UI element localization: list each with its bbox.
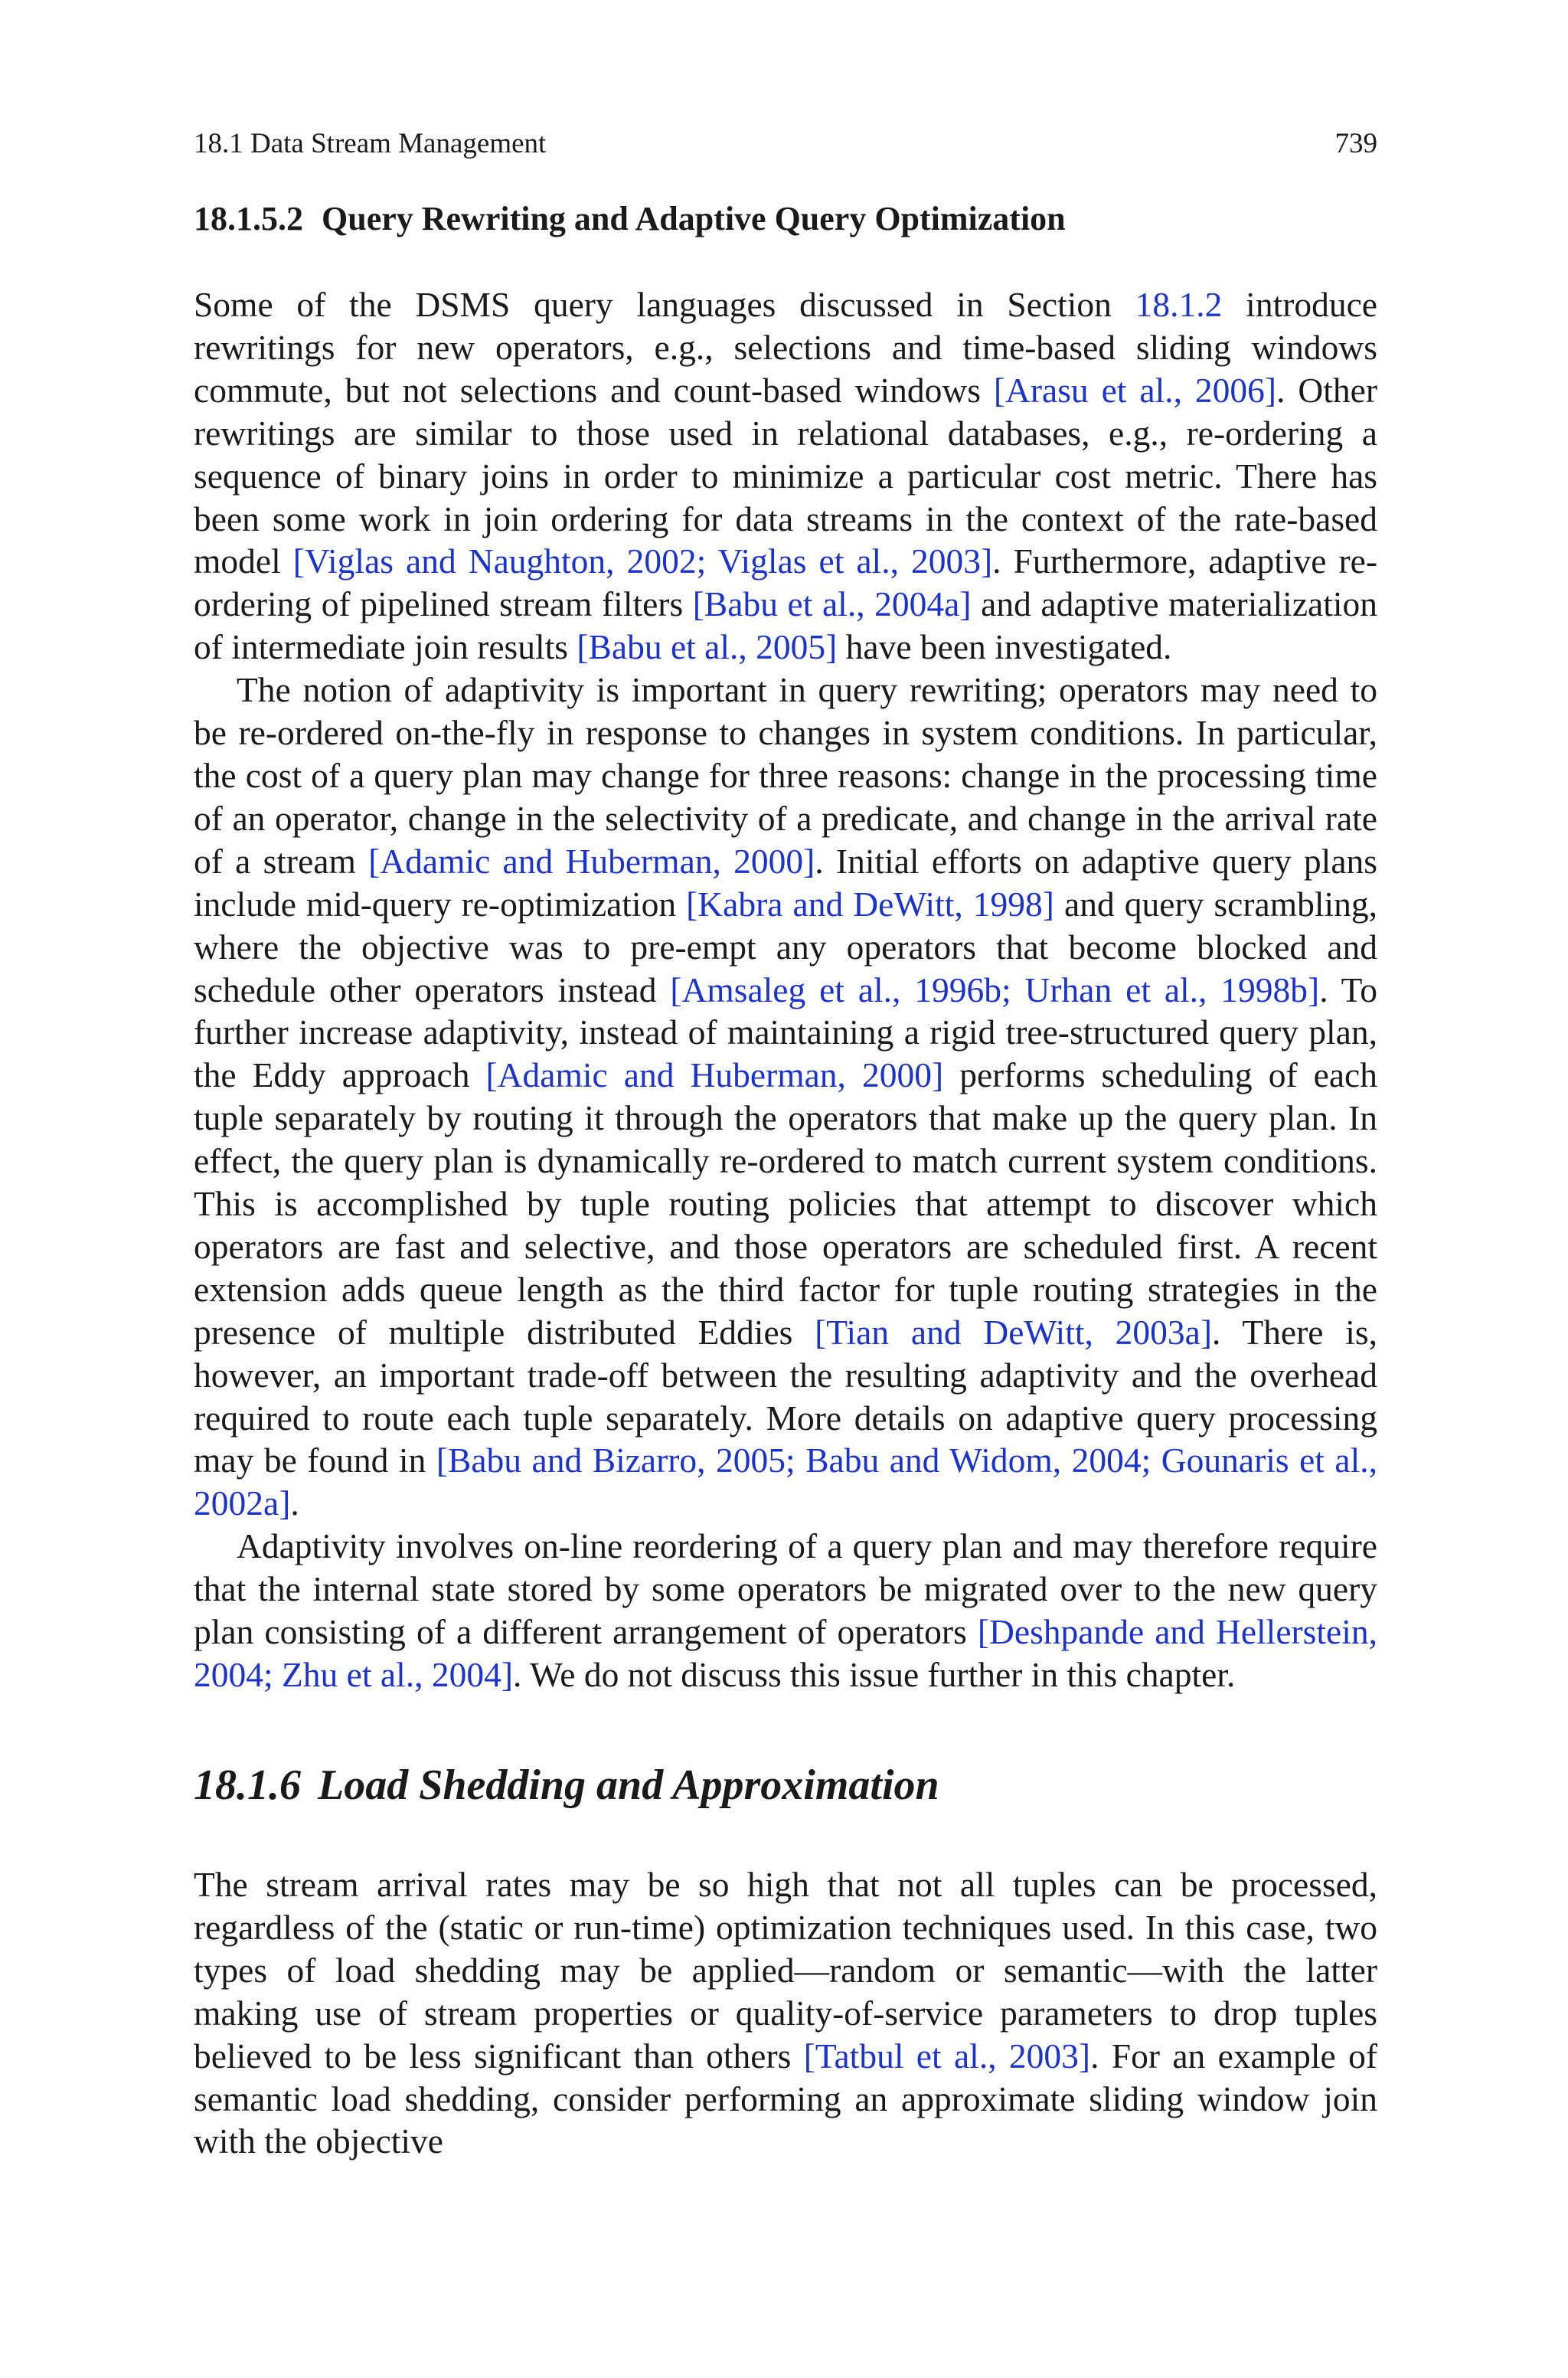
section-body (194, 283, 1377, 1696)
text-run: Some of the DSMS query languages discussed in Section (194, 285, 1135, 324)
citation-link[interactable]: [Arasu et al., 2006] (993, 370, 1277, 410)
text-run: . (290, 1483, 299, 1523)
text-run: . For an example of semantic load shedding, consider performing an approximate sliding window join with the objective (194, 2036, 1377, 2161)
text-run: The stream arrival rates may be so high that not all tuples can be processed, regardless of the (static or run-time) optimization techniques used. In this case, two types of load shedding may be applied—random or semantic—with the latter making use of stream properties or quality-of-service parameters to drop tuples believed to be less significant than others (194, 1865, 1377, 2075)
text-run: Adaptivity involves on-line reordering of a query plan and may therefore require that the internal state stored by some operators be migrated over to the new query plan consisting of a different arrangement of operators (194, 1526, 1377, 1652)
text-run: performs scheduling of each tuple separately by routing it through the operators that make up the query plan. In effect, the query plan is dynamically re-ordered to match current system conditions. This is accomplished by tuple routing policies that attempt to discover which operators are fast and selective, and those operators are scheduled first. A recent extension adds queue length as the third factor for tuple routing strategies in the presence of multiple distributed Eddies (194, 1055, 1377, 1352)
subsubsection-heading (194, 198, 1066, 240)
citation-link[interactable]: [Viglas and Naughton, 2002; Viglas et al., 2003] (292, 541, 993, 581)
citation-link[interactable]: [Kabra and DeWitt, 1998] (686, 884, 1054, 924)
page-number: 739 (1334, 128, 1377, 159)
running-head-section: 18.1 Data Stream Management (194, 128, 547, 159)
subsection-number: 18.1.6 (194, 1761, 301, 1809)
citation-link[interactable]: [Tatbul et al., 2003] (803, 2036, 1091, 2075)
text-run: and adaptive materialization of intermediate join results (194, 584, 1378, 667)
paragraph-2 (194, 669, 1377, 1525)
paragraph-4 (194, 1863, 1377, 2163)
text-run: The notion of adaptivity is important in query rewriting; operators may need to be re-ordered on-the-fly in response to changes in system conditions. In particular, the cost of a query plan may change for three reasons: change in the processing time of an operator, change in the selectivity of a predicate, and change in the arrival rate of a stream (194, 670, 1377, 881)
citation-link[interactable]: [Babu and Bizarro, 2005; Babu and Widom, 2004; Gounaris et al., 2002a] (194, 1441, 1378, 1523)
citation-link[interactable]: [Amsaleg et al., 1996b; Urhan et al., 1998b] (670, 970, 1320, 1009)
subsubsection-number: 18.1.5.2 (194, 200, 303, 237)
citation-link[interactable]: [Babu et al., 2005] (577, 627, 838, 667)
citation-link[interactable]: [Adamic and Huberman, 2000] (485, 1055, 944, 1095)
text-run: . We do not discuss this issue further in this chapter. (513, 1655, 1236, 1694)
subsection-body (194, 1863, 1377, 2163)
citation-link[interactable]: [Tian and DeWitt, 2003a] (815, 1312, 1213, 1352)
paragraph-3 (194, 1525, 1377, 1696)
subsection-heading (194, 1758, 939, 1812)
subsection-title: Load Shedding and Approximation (318, 1761, 939, 1809)
citation-link[interactable]: [Deshpande and Hellerstein, 2004; Zhu et al., 2004] (194, 1612, 1377, 1694)
text-run: . Other rewritings are similar to those used in relational databases, e.g., re-ordering a sequence of binary joins in order to minimize a particular cost metric. There has been some work in join ordering for data streams in the context of the rate-based model (194, 370, 1377, 581)
citation-link[interactable]: [Babu et al., 2004a] (692, 584, 972, 624)
text-run: . There is, however, an important trade-off between the resulting adaptivity and the overhead required to route each tuple separately. More details on adaptive query processing may be found in (194, 1312, 1377, 1480)
text-run: . Initial efforts on adaptive query plans include mid-query re-optimization (194, 841, 1377, 924)
text-run: have been investigated. (837, 627, 1172, 667)
text-run: . Furthermore, adaptive re-ordering of pipelined stream filters (194, 541, 1377, 624)
paragraph-1 (194, 283, 1377, 669)
text-run: introduce rewritings for new operators, e.g., selections and time-based sliding windows commute, but not selections and count-based windows (194, 285, 1378, 410)
text-run: and query scrambling, where the objective was to pre-empt any operators that become blocked and schedule other operators instead (194, 884, 1377, 1009)
citation-link[interactable]: [Adamic and Huberman, 2000] (368, 841, 815, 881)
text-run: . To further increase adaptivity, instead of maintaining a rigid tree-structured query plan, the Eddy approach (194, 970, 1377, 1095)
subsubsection-title: Query Rewriting and Adaptive Query Optimization (322, 200, 1066, 237)
section-reference-link[interactable]: 18.1.2 (1135, 285, 1223, 324)
